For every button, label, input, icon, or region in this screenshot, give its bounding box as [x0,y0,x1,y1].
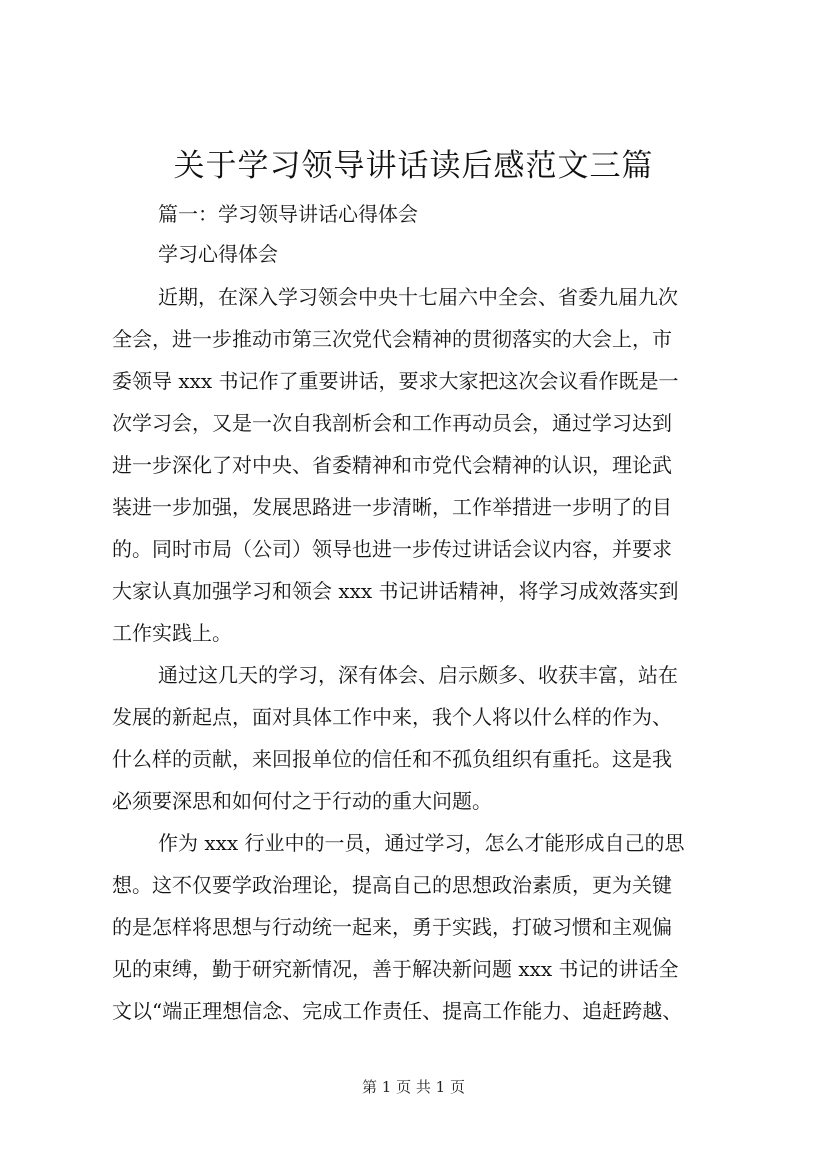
paragraph-line: 作为 xxx 行业中的一员，通过学习，怎么才能形成自己的思 [158,831,685,855]
paragraph-line: 想。这不仅要学政治理论，提高自己的思想政治素质，更为关键 [112,873,672,897]
paragraph-line: 次学习会，又是一次自我剖析会和工作再动员会，通过学习达到 [112,411,672,435]
paragraph-line: 通过这几天的学习，深有体会、启示颇多、收获丰富，站在 [158,663,678,687]
paragraph-line: 全会，进一步推动市第三次党代会精神的贯彻落实的大会上，市 [112,327,672,351]
paragraph-line: 的是怎样将思想与行动统一起来，勇于实践，打破习惯和主观偏 [112,915,672,939]
paragraph-line: 什么样的贡献，来回报单位的信任和不孤负组织有重托。这是我 [112,747,672,771]
paragraph-line: 装进一步加强，发展思路进一步清晰，工作举措进一步明了的目 [112,495,672,519]
paragraph-line: 发展的新起点，面对具体工作中来，我个人将以什么样的作为、 [112,705,672,729]
paragraph-line: 近期，在深入学习领会中央十七届六中全会、省委九届九次 [158,285,678,309]
paragraph-line: 工作实践上。 [112,621,232,645]
section-title: 学习心得体会 [158,242,278,266]
paragraph-line: 的。同时市局（公司）领导也进一步传过讲话会议内容，并要求 [112,537,672,561]
paragraph-line: 见的束缚，勤于研究新情况，善于解决新问题 xxx 书记的讲话全 [112,957,679,981]
document-title: 关于学习领导讲话读后感范文三篇 [173,148,654,184]
paragraph-line: 大家认真加强学习和领会 xxx 书记讲话精神，将学习成效落实到 [112,579,679,603]
page-number-footer: 第 1 页 共 1 页 [362,1078,465,1096]
subheading: 篇一：学习领导讲话心得体会 [158,202,418,226]
paragraph-line: 进一步深化了对中央、省委精神和市党代会精神的认识，理论武 [112,453,672,477]
paragraph-line: 必须要深思和如何付之于行动的重大问题。 [112,789,492,813]
paragraph-line: 委领导 xxx 书记作了重要讲话，要求大家把这次会议看作既是一 [112,369,679,393]
paragraph-line: 文以“端正理想信念、完成工作责任、提高工作能力、追赶跨越、 [112,999,683,1023]
